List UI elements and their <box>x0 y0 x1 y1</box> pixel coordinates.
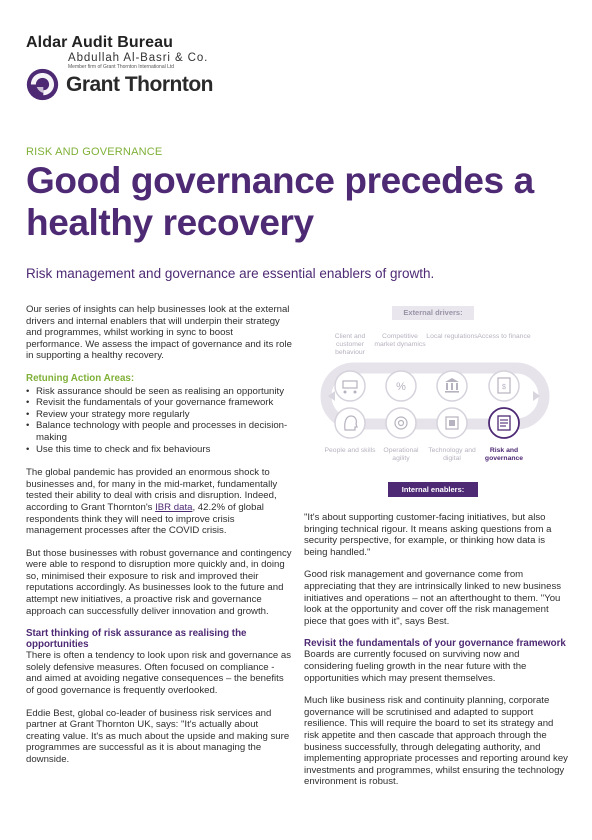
revisit-heading: Revisit the fundamentals of your governance framework <box>304 638 566 650</box>
list-item: • Risk assurance should be seen as realising an opportunity <box>26 386 292 398</box>
boards-paragraph: Boards are currently focused on surviving now and considering fueling growth in the near future with the opportunities which may present themselves. <box>304 649 527 684</box>
external-label-client: Client and customer behaviour <box>334 333 366 356</box>
pandemic-text-a: The global pandemic has provided an enormous shock to businesses and, for many in the mid-market, fundamentally tested their ability to deal with crisis and disruption. Indeed, according to Grant Thornton's <box>26 467 278 513</box>
grant-thornton-mark-icon <box>26 68 59 101</box>
pandemic-paragraph <box>26 467 292 537</box>
internal-label-risk: Risk and governance <box>484 447 524 462</box>
continuity-paragraph: Much like business risk and continuity planning, corporate governance will be scrutinised and adapted to support resilience. This will require the board to set its strategy and risk appetite and then cascade that approach through the business successfully, through delegating authority, and implementing appropriate processes and reporting around key investments and programmes, whilst ensuring the technology environment is robust. <box>304 695 568 788</box>
internal-label-agility: Operational agility <box>383 447 419 462</box>
section-tag: RISK AND GOVERNANCE <box>26 146 163 158</box>
internal-enablers-label: Internal enablers: <box>388 482 478 497</box>
document-money-icon <box>489 371 519 401</box>
page-title: Good governance precedes a healthy recovery <box>26 160 534 243</box>
lede: Risk management and governance are essential enablers of growth. <box>26 266 435 281</box>
list-item: • Use this time to check and fix behaviours <box>26 444 292 456</box>
quote-paragraph: "It's about supporting customer-facing initiatives, but also bringing technical rigour. It means asking questions from a security perspective, for example, or thinking how data is being handled." <box>304 512 552 558</box>
internal-label-people: People and skills <box>324 447 376 454</box>
eddie-best-paragraph: Eddie Best, global co-leader of business risk services and partner at Grant Thornton UK, says: "It's actually about creating value. It's as much about the upside and making sure programmes are successful as it is about managing the downside. <box>26 707 290 765</box>
drivers-enablers-diagram <box>304 302 572 502</box>
list-item: • Review your strategy more regularly <box>26 409 292 421</box>
risk-document-icon <box>489 408 519 438</box>
grant-thornton-wordmark: Grant Thornton <box>66 72 213 96</box>
intro-paragraph: Our series of insights can help businesses look at the external drivers and internal enablers that will underpin their strategy and programmes, whilst working in sync to boost performance. We assess the impact of governance and its role in supporting a healthy recovery. <box>26 304 292 362</box>
percent-icon <box>386 371 416 401</box>
internal-label-technology: Technology and digital <box>428 447 476 462</box>
agility-spiral-icon <box>386 408 416 438</box>
pandemic-text-b: , 42.2% of global respondents think they will need to improve crisis management processes after the COVID crisis. <box>26 501 264 537</box>
ibr-data-link[interactable]: IBR data <box>155 501 193 513</box>
list-item: • Balance technology with people and processes in decision-making <box>26 420 292 443</box>
external-label-competitive: Competitive market dynamics <box>374 333 426 348</box>
cart-icon <box>335 371 365 401</box>
firm-name: Aldar Audit Bureau <box>26 34 173 51</box>
external-label-finance: Access to finance <box>477 333 531 340</box>
start-thinking-heading: Start thinking of risk assurance as realising the opportunities <box>26 628 247 651</box>
firm-subname: Abdullah Al-Basri & Co. <box>68 52 209 64</box>
right-column <box>304 512 570 799</box>
external-label-regulations: Local regulations <box>426 333 478 340</box>
robust-paragraph: But those businesses with robust governance and contingency were able to respond to disruption more quickly and, in doing so, minimised their exposure to risk and improved their reputations accordingly. As businesses look to the future and attempt new initiatives, a proactive risk and governance approach can successfully deliver innovation and growth. <box>26 547 292 617</box>
good-risk-paragraph: Good risk management and governance come from appreciating that they are intrinsically linked to new business initiatives and operations – not an afterthought to them. "You look at the opportunity and cover off the risk management piece that goes with it", says Best. <box>304 569 562 627</box>
member-line: Member firm of Grant Thornton International Ltd <box>68 64 175 70</box>
svg-text:%: % <box>396 381 406 393</box>
person-head-icon <box>335 408 365 438</box>
icon-layer <box>304 302 572 502</box>
firm-branding <box>26 34 208 70</box>
action-list <box>26 386 292 456</box>
tendency-paragraph: There is often a tendency to look upon risk and governance as solely defensive measures. Often focused on compliance - and aimed at avoiding negative consequences – the benefits of good governance is frequently overlooked. <box>26 650 292 697</box>
left-column <box>26 304 292 777</box>
chip-icon <box>437 408 467 438</box>
svg-text:$: $ <box>502 384 506 391</box>
list-item: • Revisit the fundamentals of your governance framework <box>26 397 292 409</box>
grant-thornton-logo <box>26 68 213 101</box>
external-drivers-label: External drivers: <box>392 306 474 320</box>
actions-heading: Retuning Action Areas: <box>26 372 135 384</box>
bank-icon <box>437 371 467 401</box>
